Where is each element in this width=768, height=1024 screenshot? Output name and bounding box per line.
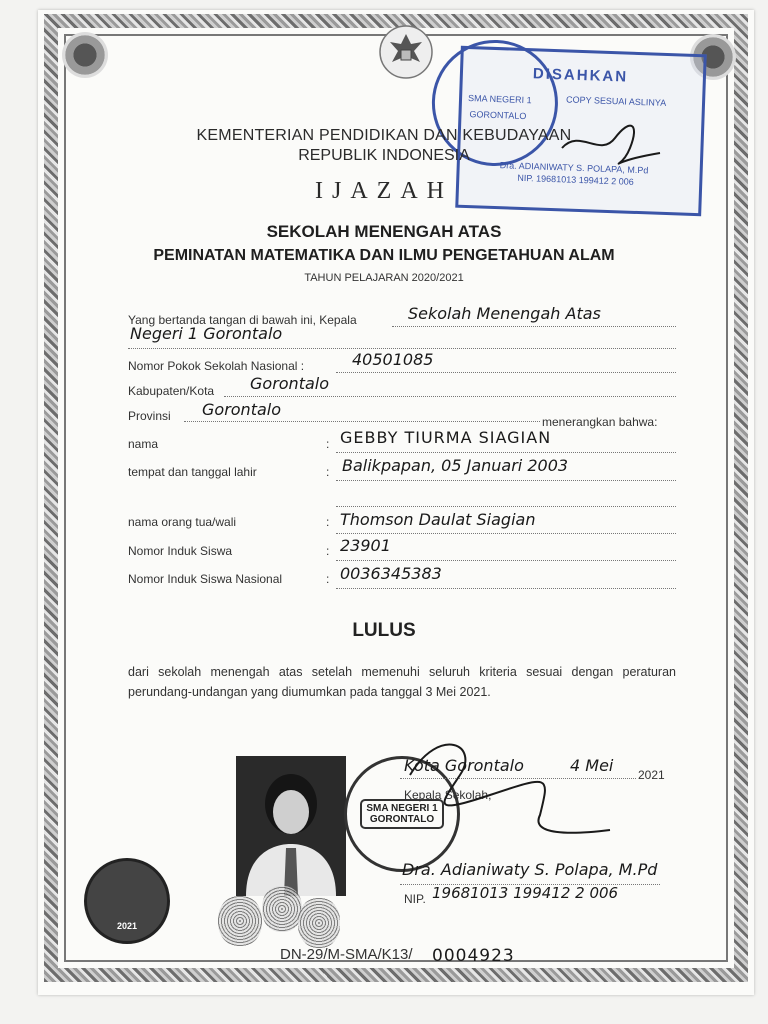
- dotted-line: [336, 452, 676, 453]
- parent-value: Thomson Daulat Siagian: [340, 510, 536, 529]
- serial-prefix: DN-29/M-SMA/K13/: [280, 946, 413, 963]
- dotted-line: [336, 560, 676, 561]
- dotted-line: [336, 506, 676, 507]
- nis-value: 23901: [340, 536, 391, 555]
- ministry-heading: KEMENTERIAN PENDIDIKAN DAN KEBUDAYAAN: [196, 127, 572, 144]
- nisn-value: 0036345383: [340, 564, 442, 583]
- signature-place: Kota Gorontalo: [404, 756, 524, 775]
- name-value: GEBBY TIURMA SIAGIAN: [340, 428, 552, 447]
- dotted-line: [392, 326, 676, 327]
- school-seal-line1: SMA NEGERI 1: [366, 803, 438, 814]
- dotted-line: [336, 372, 676, 373]
- legalized-name: Dra. ADIANIWATY S. POLAPA, M.Pd: [499, 160, 649, 176]
- npsn-label: Nomor Pokok Sekolah Nasional :: [128, 359, 305, 373]
- nisn-label: Nomor Induk Siswa Nasional: [128, 572, 283, 586]
- ministry-seal: [84, 858, 170, 944]
- intro-label: Yang bertanda tangan di bawah ini, Kepala: [128, 313, 357, 327]
- signature-year: 2021: [638, 768, 665, 782]
- legalized-line1: SMA NEGERI 1: [467, 93, 532, 106]
- nis-colon: :: [326, 544, 330, 558]
- student-photo: [236, 756, 346, 896]
- legalized-nip: NIP. 19681013 199412 2 006: [517, 172, 634, 187]
- dotted-line: [336, 480, 676, 481]
- parent-colon: :: [326, 515, 330, 529]
- school-seal-line2: GORONTALO: [369, 814, 435, 825]
- school-year: TAHUN PELAJARAN 2020/2021: [304, 272, 464, 284]
- parent-label: nama orang tua/wali: [128, 515, 237, 529]
- signature-day-month: 4 Mei: [570, 756, 614, 775]
- nisn-colon: :: [326, 572, 330, 586]
- garuda-emblem: [378, 24, 434, 80]
- legalized-signature: [560, 118, 670, 168]
- dotted-line: [224, 396, 676, 397]
- school-name-line1: Sekolah Menengah Atas: [408, 304, 601, 323]
- birth-label: tempat dan tanggal lahir: [128, 465, 257, 479]
- fingerprint-3: [298, 898, 340, 948]
- legalized-line3: GORONTALO: [469, 109, 527, 122]
- fingerprint-1: [218, 896, 262, 946]
- dotted-line: [128, 348, 676, 349]
- school-type-heading: SEKOLAH MENENGAH ATAS: [266, 222, 502, 241]
- seal-year: 2021: [116, 921, 138, 931]
- principal-signature: [400, 735, 620, 845]
- certificate-title: IJAZAH: [315, 178, 453, 204]
- states-label: menerangkan bahwa:: [542, 415, 658, 429]
- school-name-line2: Negeri 1 Gorontalo: [130, 324, 283, 343]
- birth-value: Balikpapan, 05 Januari 2003: [342, 456, 569, 475]
- fingerprint-2: [262, 886, 302, 932]
- name-colon: :: [326, 437, 330, 451]
- major-heading: PEMINATAN MATEMATIKA DAN ILMU PENGETAHUAN ALAM: [153, 247, 615, 264]
- dotted-line: [336, 588, 676, 589]
- name-label: nama: [128, 437, 159, 451]
- nip-label: NIP.: [404, 892, 426, 906]
- principal-name: Dra. Adianiwaty S. Polapa, M.Pd: [402, 860, 658, 879]
- npsn-value: 40501085: [352, 350, 434, 369]
- dotted-line: [184, 421, 540, 422]
- dotted-line: [336, 533, 676, 534]
- nip-value: 19681013 199412 2 006: [432, 884, 619, 902]
- province-label: Provinsi: [128, 409, 171, 423]
- regency-value: Gorontalo: [250, 374, 330, 393]
- result-status: LULUS: [352, 620, 416, 641]
- province-value: Gorontalo: [202, 400, 282, 419]
- signature-position: Kepala Sekolah,: [404, 788, 492, 802]
- corner-ornament-top-left: [62, 32, 108, 78]
- result-paragraph: dari sekolah menengah atas setelah memenuhi seluruh kriteria sesuai dengan peraturan perundang-undangan yang diumumkan pada tanggal 3 Mei 2021.: [128, 665, 676, 699]
- regency-label: Kabupaten/Kota: [128, 384, 215, 398]
- legalized-line2: COPY SESUAI ASLINYA: [565, 94, 667, 108]
- republic-heading: REPUBLIK INDONESIA: [298, 147, 470, 164]
- nis-label: Nomor Induk Siswa: [128, 544, 233, 558]
- birth-colon: :: [326, 465, 330, 479]
- legalized-title: DISAHKAN: [532, 65, 629, 86]
- serial-number: 0004923: [432, 946, 515, 966]
